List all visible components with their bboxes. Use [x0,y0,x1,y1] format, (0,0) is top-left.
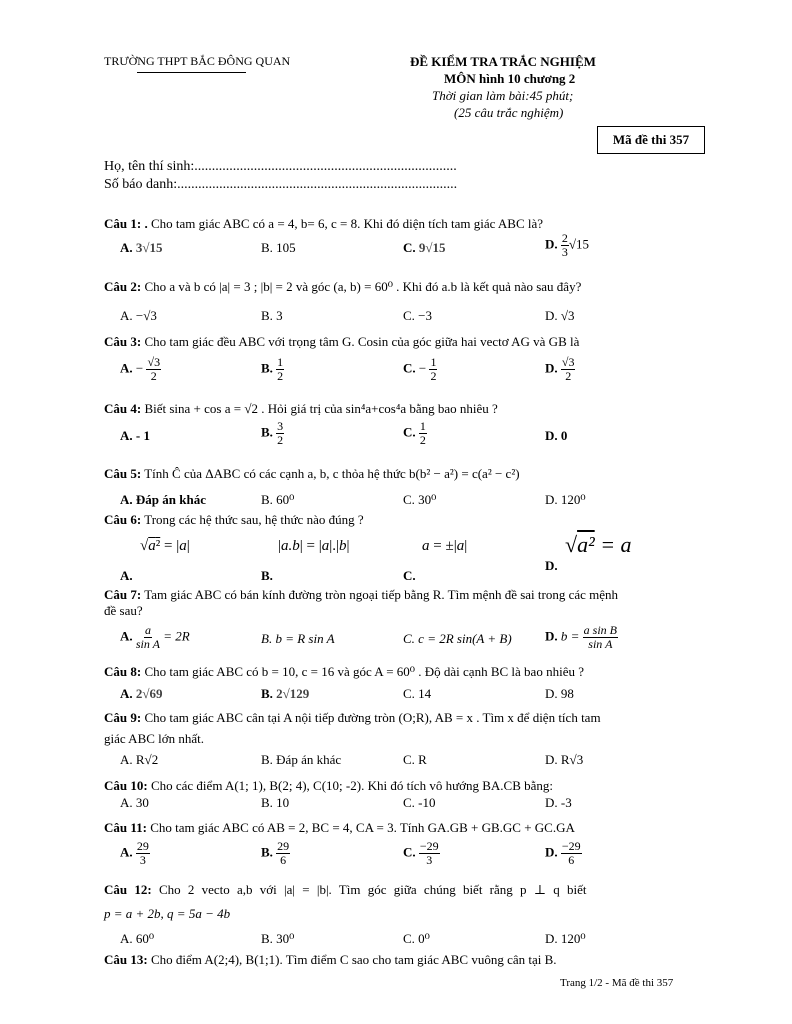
question-3 [104,334,579,350]
q9-label: Câu 9: [104,710,142,725]
q7-option-a: A. $\frac{a}{\text{sin A}}$ = 2R [120,623,190,651]
q4-option-c: C. $\frac{1}{2}$ [403,419,426,447]
q12-option-b: B. 30⁰ [261,931,295,946]
question-8 [104,664,584,680]
q5-option-d: D. 120⁰ [545,492,586,507]
question-11 [104,820,575,836]
q11-option-b: B. $\frac{29}{6}$ [261,839,290,867]
q5-option-b: B. 60⁰ [261,492,295,507]
q1-a-label: A. [120,240,133,255]
q3-text: Cho tam giác đều ABC với trọng tâm G. Cosin của góc giữa hai vectơ AG và GB là [144,334,580,349]
q3-option-a: A. − $\frac{√3}{2}$ [120,355,161,383]
q12-option-d: D. 120⁰ [545,931,586,946]
q1-option-b [261,240,296,256]
q1-option-a: A. 3√15 [120,240,163,255]
q6-text: Trong các hệ thức sau, hệ thức nào đúng ? [144,512,364,527]
q11-d-label: D. [545,844,558,860]
q11-option-a: A. $\frac{29}{3}$ [120,839,149,867]
q4-label: Câu 4: [104,401,142,416]
q11-option-c: C. $\frac{-29}{3}$ [403,839,439,867]
question-6 [104,512,364,528]
q2-option-d: D. √3 [545,308,575,323]
q11-a-label: A. [120,844,133,860]
q3-a-label: A. [120,360,133,376]
question-5 [104,466,520,482]
q12-text: Cho 2 vecto a,b với |a| = |b|. Tìm góc giữa chúng biết rằng p ⊥ q biết [158,882,587,897]
q7-d-label: D. [545,628,558,644]
student-id-line: Số báo danh:................................................................................ [104,177,458,192]
question-13 [104,952,557,968]
q9-option-b: B. Đáp án khác [261,752,342,767]
student-name-line: Họ, tên thí sinh:........................................................................... [104,159,457,174]
question-1 [104,216,543,232]
question-2 [104,279,581,295]
page-footer: Trang 1/2 - Mã đề thi 357 [560,977,674,989]
q8-option-a: A. 2√69 [120,686,163,701]
q6-formula-a: √a² = |a| [140,538,190,554]
q5-option-c: C. 30⁰ [403,492,437,507]
q3-label: Câu 3: [104,334,142,349]
exam-time: Thời gian làm bài:45 phút; [432,88,574,103]
q1-text: Cho tam giác ABC có a = 4, b= 6, c = 8. Khi đó diện tích tam giác ABC là? [150,216,544,231]
q10-text: Cho các điểm A(1; 1), B(2; 4), C(10; -2). Khi đó tích vô hướng BA.CB bằng: [150,778,554,793]
exam-subject: MÔN hình 10 chương 2 [444,71,576,86]
q11-c-label: C. [403,844,416,860]
q1-option-c: C. 9√15 [403,240,446,255]
q11-option-d: D. $\frac{-29}{6}$ [545,839,581,867]
q1-option-d: D. $\frac{2}{3}$ √15 [545,231,590,259]
q8-option-b: B. 2√129 [261,686,310,701]
q5-label: Câu 5: [104,466,142,481]
q9-option-c: C. R [403,752,427,767]
q1-label: Câu 1: . [104,216,148,231]
q9-option-d: D. R√3 [545,752,584,767]
question-7 [104,587,618,603]
q11-text: Cho tam giác ABC có AB = 2, BC = 4, CA = 3. Tính GA.GB + GB.GC + GC.GA [150,820,575,835]
q6-formula-b: |a.b| = |a|.|b| [278,538,350,554]
q1-c-label: C. [403,240,416,255]
q10-option-a: A. 30 [120,795,149,810]
q2-option-c: C. −3 [403,308,433,323]
q11-label: Câu 11: [104,820,147,835]
q8-option-d: D. 98 [545,686,574,701]
question-10 [104,778,553,794]
q2-text: Cho a và b có |a| = 3 ; |b| = 2 và góc (a, b) = 60⁰ . Khi đó a.b là kết quả nào sau đây? [144,279,582,294]
q8-text: Cho tam giác ABC có b = 10, c = 16 và góc A = 60⁰ . Độ dài cạnh BC là bao nhiêu ? [144,664,584,679]
q4-b-label: B. [261,424,273,440]
q6-formula-d: √a² = a [565,532,632,557]
q12-label: Câu 12: [104,882,152,897]
q2-label: Câu 2: [104,279,142,294]
q7-text: Tam giác ABC có bán kính đường tròn ngoại tiếp bằng R. Tìm mệnh đề sai trong các mệnh [144,587,619,602]
q3-d-label: D. [545,360,558,376]
question-4 [104,401,498,417]
q3-option-b: B. $\frac{1}{2}$ [261,355,284,383]
q5-option-a: A. Đáp án khác [120,492,206,507]
q3-option-d: D. $\frac{√3}{2}$ [545,355,575,383]
q10-option-c: C. -10 [403,795,436,810]
q8-label: Câu 8: [104,664,142,679]
q7-label: Câu 7: [104,587,142,602]
q13-text: Cho điểm A(2;4), B(1;1). Tìm điểm C sao cho tam giác ABC vuông cân tại B. [150,952,557,967]
q4-option-a: A. - 1 [120,428,150,443]
q1-d-label: D. [545,236,558,252]
q6-option-b: B. [261,568,273,583]
q3-b-label: B. [261,360,273,376]
question-9 [104,710,601,726]
q1-b-text: B. 105 [261,240,296,255]
q7-option-c: C. c = 2R sin(A + B) [403,631,512,646]
q8-b-label: B. [261,686,273,701]
q3-c-label: C. [403,360,416,376]
exam-question-count: (25 câu trắc nghiệm) [454,105,564,120]
q11-b-label: B. [261,844,273,860]
question-12 [104,882,587,898]
q3-option-c: C. − $\frac{1}{2}$ [403,355,437,383]
q7-option-b: B. b = R sin A [261,631,335,646]
exam-code: Mã đề thi 357 [612,132,690,147]
q8-option-c: C. 14 [403,686,432,701]
q7-a-label: A. [120,628,133,644]
q6-formula-c: a = ±|a| [422,538,468,554]
q9-text-cont: giác ABC lớn nhất. [104,731,205,746]
q5-text: Tính Ĉ của ΔABC có các cạnh a, b, c thỏa hệ thức b(b² − a²) = c(a² − c²) [144,466,520,481]
q12-option-a: A. 60⁰ [120,931,155,946]
exam-code-box [597,126,705,154]
q2-option-b: B. 3 [261,308,283,323]
q7-text-cont: đề sau? [104,603,143,618]
q10-option-d: D. -3 [545,795,572,810]
q6-option-a: A. [120,568,133,583]
q4-option-d: D. 0 [545,428,568,443]
q2-option-a: A. −√3 [120,308,157,323]
q9-text: Cho tam giác ABC cân tại A nội tiếp đường tròn (O;R), AB = x . Tìm x để diện tích tam [144,710,601,725]
school-underline [137,72,246,73]
q12-option-c: C. 0⁰ [403,931,430,946]
q12-text-cont: p = a + 2b, q = 5a − 4b [104,906,231,921]
q10-label: Câu 10: [104,778,148,793]
q6-label: Câu 6: [104,512,142,527]
q9-option-a: A. R√2 [120,752,159,767]
school-name: TRƯỜNG THPT BẮC ĐÔNG QUAN [104,54,291,68]
q10-option-b: B. 10 [261,795,290,810]
q6-option-d: D. [545,558,558,573]
q4-option-b: B. $\frac{3}{2}$ [261,419,284,447]
q7-option-d: D. b = $\frac{\text{a sin B}}{\text{sin A}}$ [545,623,618,651]
q4-c-label: C. [403,424,416,440]
exam-title: ĐỀ KIỂM TRA TRẮC NGHIỆM [410,54,596,69]
q6-option-c: C. [403,568,416,583]
q8-a-label: A. [120,686,133,701]
q13-label: Câu 13: [104,952,148,967]
q4-text: Biết sina + cos a = √2 . Hỏi giá trị của sin⁴a+cos⁴a bằng bao nhiêu ? [144,401,498,416]
